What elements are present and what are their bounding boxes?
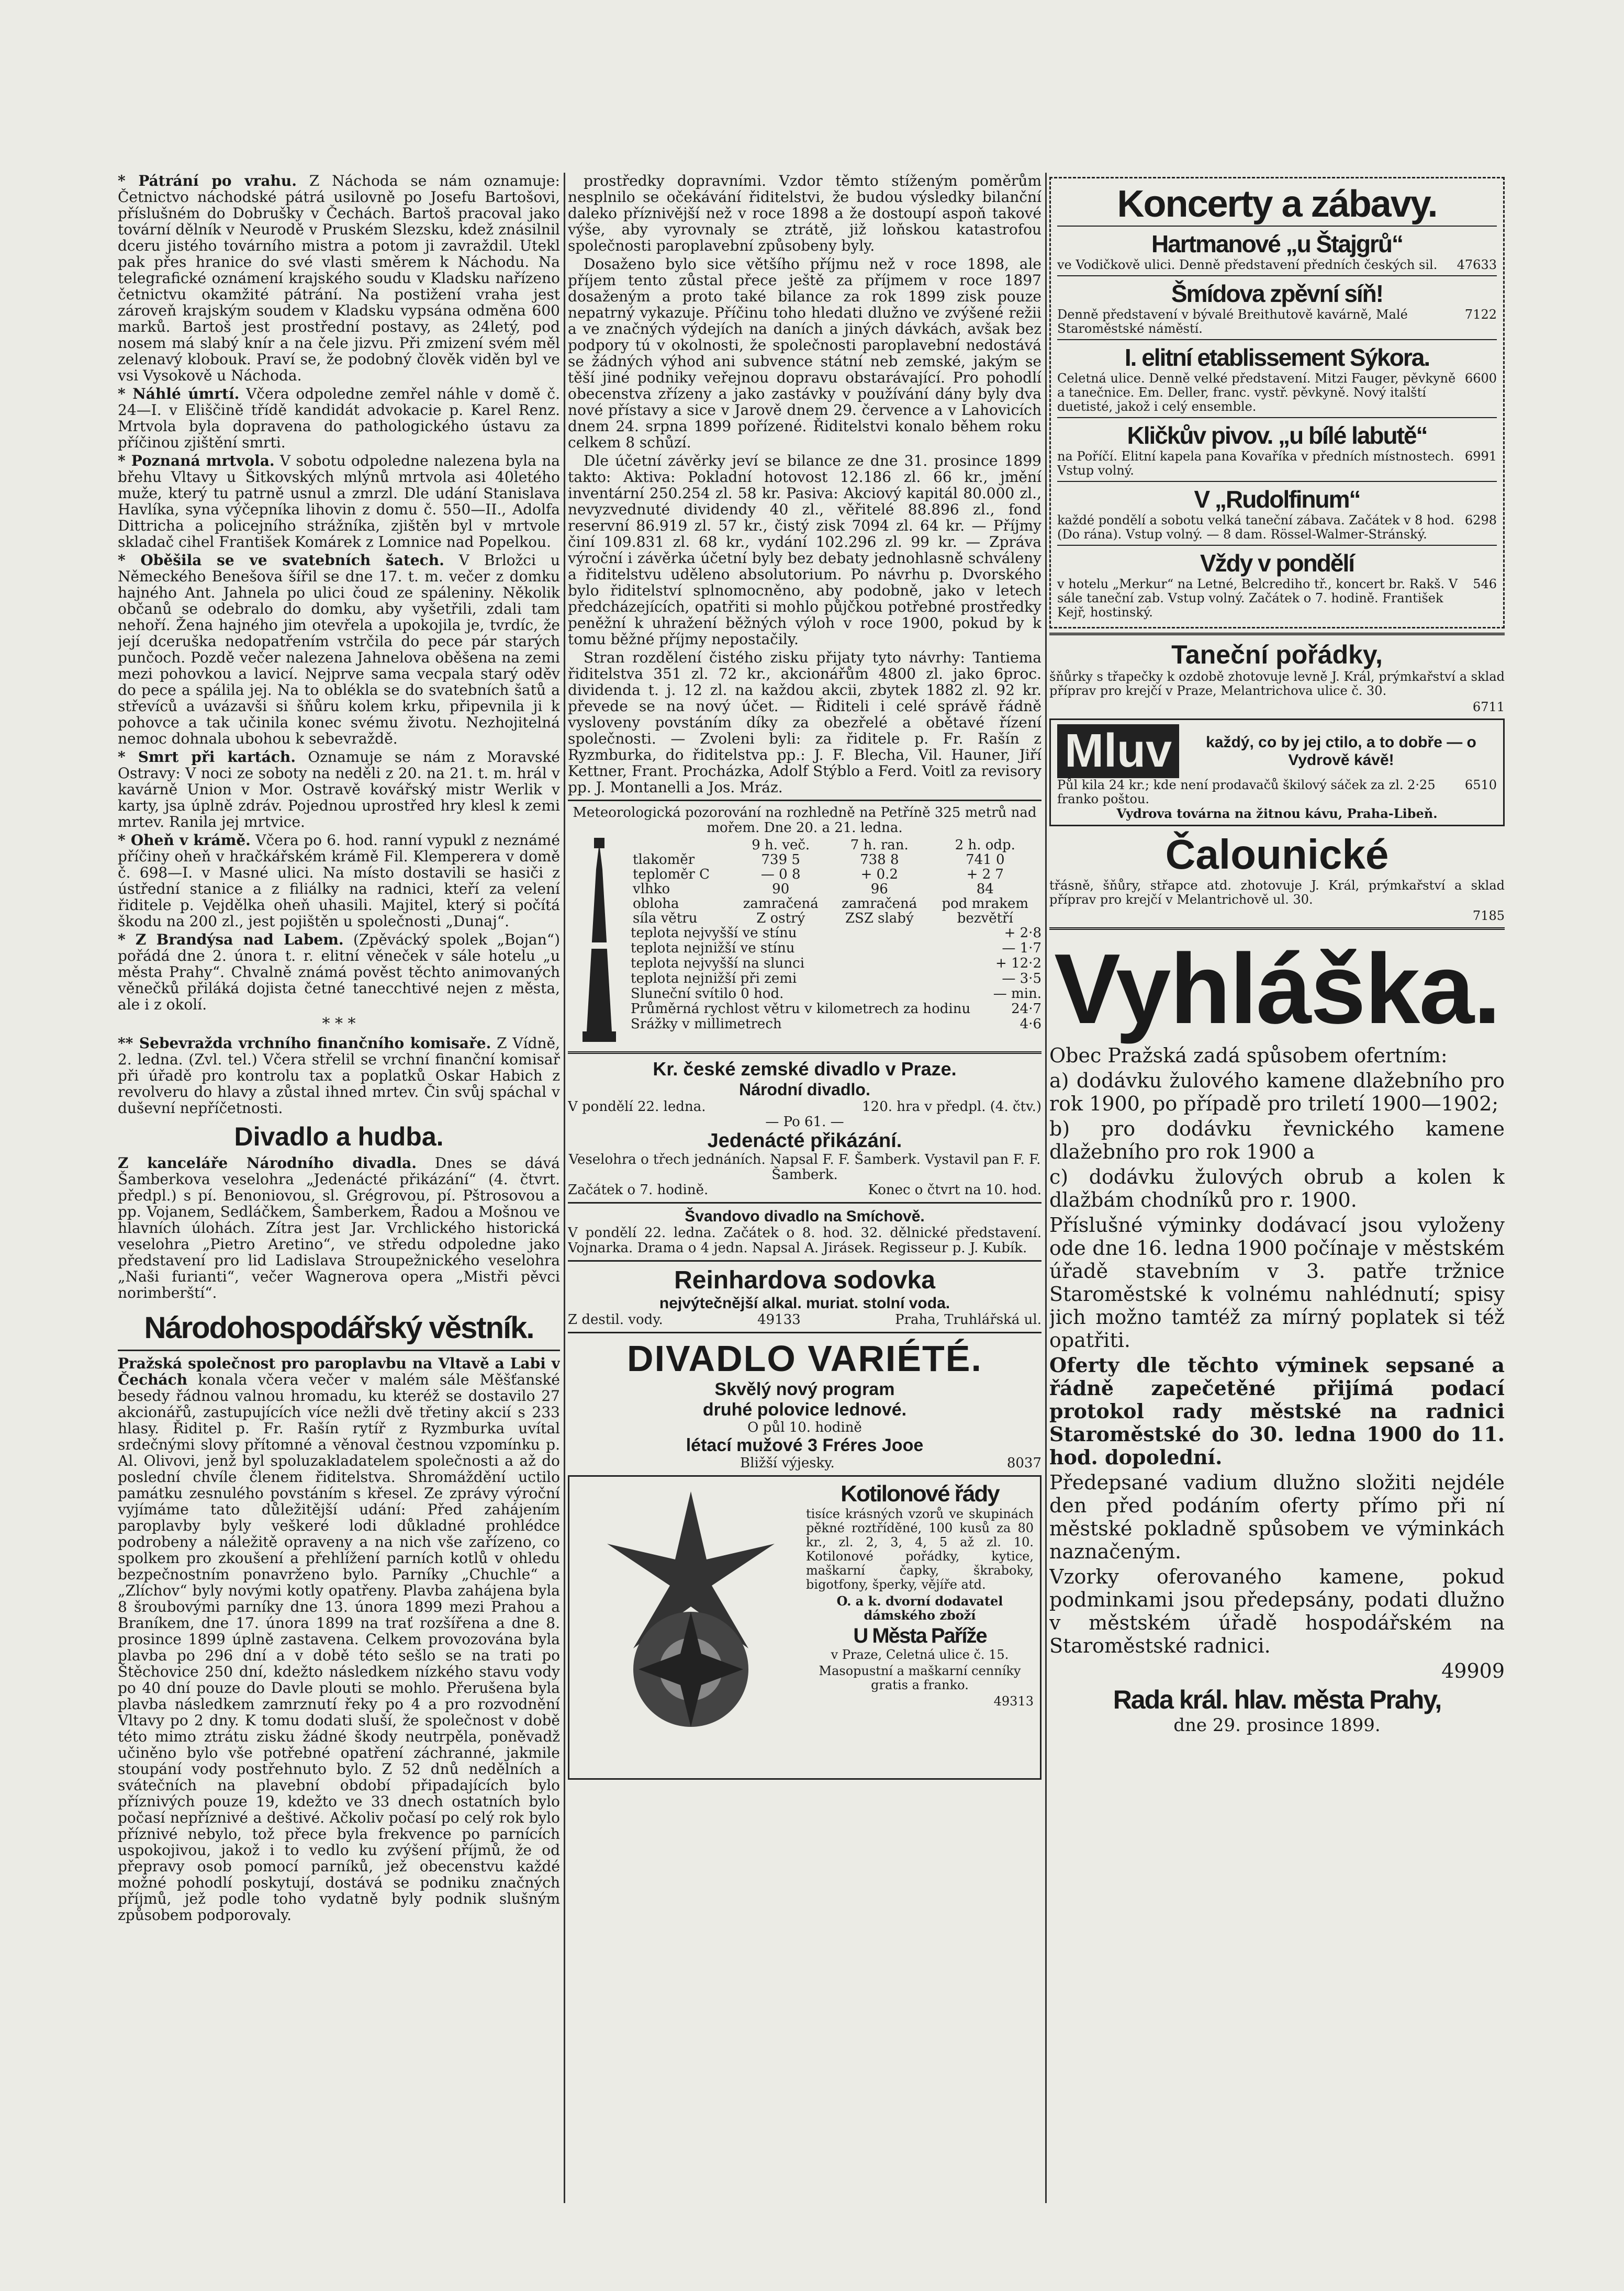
variete-num: 8037	[1006, 1455, 1041, 1471]
vyhlaska-intro: Obec Pražská zadá spůsobem ofertním:	[1049, 1044, 1448, 1067]
news-item	[118, 386, 560, 451]
koncerty-ads	[1057, 226, 1497, 623]
news-list	[118, 173, 560, 1013]
concert-ad-num: 546	[1473, 577, 1497, 591]
news-text: Včera odpoledne zemřel náhle v domě č. 24—I. v Eliščině třídě kandidát advokacie p. Karel Renz. Mrtvola byla dopravena do pathologického ústavu za příčinou zjištění smrti.	[118, 385, 560, 451]
kotilon-text: tisíce krásných vzorů ve skupinách pěkné roztříděné, 100 kusů za 80 kr., zl. 2, 3, 4, 5 až zl. 10. Kotilonové pořádky, kytice, maškarní čapky, škraboky, bigotfony, šperky, vějíře atd.	[806, 1507, 1034, 1592]
concert-ad-text: Denně představení v bývalé Breithutově kavárně, Malé Staroměstské náměstí.	[1057, 307, 1408, 336]
stars-divider: * * *	[322, 1015, 356, 1033]
kotilon-title: Kotilonové řády	[841, 1481, 999, 1507]
narod-continued	[568, 173, 1041, 795]
meteo-row	[631, 852, 1041, 867]
vyhlaska-b: b) pro dodávku řevnického kamene dlažebního pro rok 1900 a	[1049, 1117, 1505, 1163]
meteo-label: tlakoměr	[633, 852, 695, 868]
koncerty-box	[1049, 177, 1505, 628]
meteo-value: pod mrakem	[942, 896, 1029, 912]
meteo-block	[568, 805, 1041, 1047]
concert-ad-text: na Poříčí. Elitní kapela pana Kovaříka v předních místnostech. Vstup volný.	[1057, 449, 1454, 478]
divadlo-ad	[568, 1058, 1041, 1198]
meteo-value: ZSZ slabý	[845, 911, 914, 926]
news-text: Dnes se dává Šamberkova veselohra „Jedenácté přikázání“ (4. čtvrt. předpl.) s pí. Benoniovou, sl. Grégrovou, pí. Pštrosovou a pp. Vojanem, Sedláčkem, Šamberkem, Řadou a Mošnou ve hlavních úlohách. Zítra jest Jar. Vrchlického historická veselohra „Pietro Aretino“, ve středu odpoledne jako představení pro lid Ladislava Stroupežnického veselohra „Naši furianti“, večer Wagnerova opera „Mistři pěvci norimberští“.	[118, 1154, 560, 1301]
concert-ad-title: Vždy v pondělí	[1200, 549, 1354, 577]
concert-ad	[1057, 545, 1497, 623]
vyhlaska	[1049, 934, 1505, 1736]
sodovka-num: 49133	[757, 1312, 801, 1328]
meteo-extra-value: — 3·5	[1002, 971, 1041, 986]
narod-paragraph: prostředky dopravními. Vzdor těmto stíženým poměrům nesplnilo se očekávání řiditelstvi, že budou výsledky bilanční daleko příznivější než v roce 1898 a že dostoupí aspoň takové výše, aby vyrovnaly se ztrátě, již loňskou katastrofou společnosti paroplavební způsobeny byly.	[568, 173, 1041, 254]
column-rule-1	[564, 173, 565, 2203]
news-item	[118, 1155, 560, 1301]
vyhlaska-p1: Příslušné výminky dodávací jsou vyloženy ode dne 16. ledna 1900 počínaje v městském úřadě stavebním v 3. patře tržnice Staroměstské k volnému nahlédnutí; spisy jich možno tamtéž za mírný poplatek si též opatřiti.	[1049, 1214, 1505, 1352]
concert-ad-title: V „Rudolfinum“	[1194, 486, 1360, 513]
divider	[568, 1332, 1041, 1333]
mluv-foot: Vydrova továrna na žitnou kávu, Praha-Libeň.	[1116, 806, 1438, 821]
meteo-extra-row	[631, 971, 1041, 986]
news-text: V sobotu odpoledne nalezena byla na břehu Vltavy u Šitkovských mlýnů mrtvola asi 40letého muže, který tu patrně usnul a zmrzl. Dle udání Stanislava Havlíka, syna výčepníka lihovin z domu č. 550—II., Adolfa Dittricha a policejního strážníka, zjištěn byl v mrtvole skladač cihel František Komárek z Lomnice nad Popelkou.	[118, 452, 560, 551]
concert-ad-title: I. elitní etablissement Sýkora.	[1124, 344, 1430, 371]
meteo-extra-label: Sluneční svítilo 0 hod.	[631, 986, 784, 1002]
variete-l1: Skvělý nový program	[714, 1379, 895, 1399]
meteo-extra-row	[631, 956, 1041, 971]
tanecni-num: 6711	[1472, 700, 1505, 714]
vyhlaska-a: a) dodávku žulového kamene dlažebního pro rok 1900, po případě pro triletí 1900—1902;	[1049, 1069, 1505, 1115]
petrin-tower-icon	[568, 838, 631, 1047]
meteo-extra-row	[631, 986, 1041, 1002]
vyhlaska-date: dne 29. prosince 1899.	[1173, 1715, 1381, 1736]
news-item	[118, 453, 560, 550]
meteo-extra-label: teplota nejnižší ve stínu	[631, 940, 795, 956]
calounicke-num: 7185	[1472, 908, 1505, 923]
narod-text: konala včera večer v malém sále Měšťanské besedy řádnou valnou hromadu, ku kteréž se dostavilo 27 akcionářů, zastupujících více nežli dvě třetiny akcií s 233 hlasy. Řiditel p. Fr. Rašín rytíř z Ryzmburka uvítal srdečnými slovy přítomné a věnoval čestnou vzpomínku p. Al. Olivovi, jenž byl spoluzakladatelem společnosti a až do poslední chvíle členem řiditelstva. Shromáždění uctilo památku zesnulého povstáním s křesel. Ze zprávy výroční vyjímáme tato důležitější udání: Před zahájením paroplavby byly veškeré lodi důkladné prohlédce podrobeny a náležitě opraveny a na nich vše zařízeno, co spolkem pro zkoušení a přehlížení parních kotlů v ohledu bezpečnostním ponavrženo bylo. Parníky „Chuchle“ a „Zlíchov“ byly novými kotly opatřeny. Plavba zahájena byla 8 šroubovými parníky dne 13. února 1899 mezi Prahou a Braníkem, dne 17. února 1899 na trať rozšířena a dne 8. prosince 1899 úplně zastavena. Celkem provozována byla plavba po 296 dní a v době této sešlo se na trati po Štěchovice 250 dní, kdežto následkem nízkého stavu vody po 40 dní pouze do Davle plouti se mohlo. Přerušena byla plavba následkem zamrznutí řeky po 4 a pro rozvodnění Vltavy po 2 dny. K tomu dodati sluší, že společnost v době této mimo ztrátu zisku žádné škody neutrpěla, poněvadž učiněno bylo vše potřebné opatření záchranné, jakmile stoupání vody postřehnuto bylo. Z 52 dnů nedělních a svátečních na plavební období připadajících bylo příznivých pouze 19, kdežto ve 33 dnech ostatních bylo počasí nepříznivé a deštivé. Ačkoliv počasí po celý rok bylo příznivé nebylo, tož přece byla frekvence po parnících uspokojivou, jakož i to vedlo ku zvýšení příjmů, že od přepravy osob pomocí parníků, jež obecenstvu každé možné pohodlí poskytují, dostává se podniku značných příjmů, jež podle toho vydatně byly podnik slušným způsobem podporovaly.	[118, 1371, 560, 1924]
news-text: Oznamuje se nám z Moravské Ostravy: V noci ze soboty na neděli z 20. na 21. t. m. hrál v kavárně Union v Mor. Ostravě kovářský mistr Werlik v karty, jsa úplně zdráv. Pojednou uprostřed hry klesl k zemi mrtev. Ranila jej mrtvice.	[118, 748, 560, 830]
mluv-slogan: každý, co by jej ctilo, a to dobře — o Vydrově kávě!	[1206, 733, 1476, 769]
vyhlaska-p2: Oferty dle těchto výminek sepsané a řádně zapečetěné přijímá podací protokol rady městské na radnici Staroměstské do 30. ledna 1900 do 11. hod. dopolední.	[1049, 1353, 1505, 1469]
news-lead: * Smrt při kartách.	[118, 748, 296, 766]
tanecni-ad	[1049, 639, 1505, 714]
divadlo-desc: Veselohra o třech jednáních. Napsal F. F. Šamberk. Vystavil pan F. F. Šamberk.	[568, 1152, 1041, 1183]
meteo-value: 739 5	[761, 852, 800, 868]
news-text: Z Náchoda se nám oznamuje: Četnictvo náchodské pátrá usilovně po Josefu Bartošovi, příslušném do Dobrušky v Čechách. Bartoš pracoval jako tovární dělník v Neurodě v Pruském Slezsku, kdež znásilnil dceru jistého továrního mistra a potom ji zavraždil. Utekl pak přes hranice do své vlasti směrem k Náchodu. Na telegrafické oznámení krajského soudu v Kladsku nařízeno četnictvu okamžité pátrání. Na postižení vraha jest zároveň krajským soudem v Kladsku vypsána odměna 600 marků. Bartoš jest prostřední postavy, as 24letý, pod nosem má slabý knír a na čele jizvu. Při zmizení svém měl zelenavý klobouk. Praví se, že podobný člověk viděn byl ve vsi Vysokově u Náchoda.	[118, 173, 560, 384]
vyhlaska-p3: Předepsané vadium dlužno složiti nejdéle den před podáním oferty přímo při ní městské pokladně spůsobem ve výminkách naznačeným.	[1049, 1471, 1505, 1563]
meteo-extra-value: — 1·7	[1002, 940, 1041, 956]
meteo-extra-row	[631, 1002, 1041, 1017]
concert-ad	[1057, 339, 1497, 417]
variete-ad	[568, 1338, 1041, 1471]
news-item	[118, 173, 560, 384]
narod-paragraph: Stran rozdělení čistého zisku přijaty tyto návrhy: Tantiema řiditelstva 351 zl. 72 kr., akcionářům 4800 zl. jako 6proc. dividenda t. j. 12 zl. na každou akcii, zbytek 1882 zl. 92 kr. převede se na nový účet. — Řiditeli i celé správě řádně vysloveny povstáním díky za obezřelé a obětavé řízení společnosti. — Zvoleni byli: za řiditele p. Fr. Rašín z Ryzmburka, do řiditelstva pp.: J. F. Blecha, Vil. Hauner, Jiří Kettner, Frant. Procházka, Adolf Stýblo a Ferd. Voitl za revisory pp. J. Montanelli a Jos. Mráz.	[568, 649, 1041, 796]
concert-ad	[1057, 226, 1497, 275]
meteo-title: Meteorologická pozorování na rozhledně na Petříně 325 metrů nad mořem. Dne 20. a 21. ledna.	[573, 805, 1037, 836]
meteo-label: teploměr C	[633, 867, 710, 882]
meteo-extra-label: Průměrná rychlost větru v kilometrech za hodinu	[631, 1001, 971, 1017]
meteo-label: obloha	[633, 896, 679, 912]
meteo-extra-value: + 2·8	[1004, 925, 1041, 941]
meteo-value: Z ostrý	[756, 911, 805, 926]
concert-ad-text: každé pondělí a sobotu velká taneční zábava. Začátek v 8 hod. (Do rána). Vstup volný. — 8 dam. Rössel-Walmer-Stránský.	[1057, 513, 1454, 542]
divadlo-predpl: 120. hra v předpl. (4. čtv.)	[862, 1099, 1041, 1115]
concert-ad-title: Kličkův pivov. „u bílé labutě“	[1127, 422, 1427, 449]
concert-ad-text: v hotelu „Merkur“ na Letné, Belcrediho tř., koncert br. Rakš. V sále taneční zab. Vstup volný. Začátek o 7. hodině. František Kejř, hostinský.	[1057, 577, 1458, 620]
meteo-value: bezvětří	[957, 911, 1013, 926]
meteo-extra-label: teplota nejvyšší ve stínu	[631, 925, 797, 941]
meteo-extra-label: teplota nejnižší při zemi	[631, 971, 797, 986]
kotilon-num: 49313	[993, 1694, 1034, 1709]
vyhlaska-c: c) dodávku žulových obrub a kolen k dlažbám chodníků pro r. 1900.	[1049, 1165, 1505, 1211]
news-item	[118, 749, 560, 830]
svandovo-head: Švandovo divadlo na Smíchově.	[685, 1208, 925, 1225]
meteo-extra-value: — min.	[993, 986, 1041, 1002]
column-left	[118, 173, 560, 2214]
meteo-value: 741 0	[966, 852, 1005, 868]
column-middle	[568, 173, 1041, 2214]
concert-ad	[1057, 417, 1497, 481]
divider	[1049, 633, 1505, 635]
divadlo-ad-head: Kr. české zemské divadlo v Praze.	[653, 1058, 957, 1080]
meteo-value: 84	[976, 881, 994, 897]
concert-ad-title: Hartmanové „u Štajgrů“	[1151, 230, 1403, 257]
meteo-value: 96	[870, 881, 888, 897]
divadlo-date: V pondělí 22. ledna.	[568, 1099, 706, 1115]
vyhlaska-num: 49909	[1441, 1659, 1505, 1682]
column-rule-2	[1045, 173, 1047, 2203]
concert-ad-num: 6298	[1464, 513, 1497, 527]
divadlo-start: Začátek o 7. hodině.	[568, 1182, 709, 1198]
meteo-extra-label: Srážky v millimetrech	[631, 1016, 782, 1032]
variete-l5: Bližší výjesky.	[740, 1455, 835, 1471]
divadlo-end: Konec o čtvrt na 10. hod.	[868, 1182, 1041, 1198]
meteo-col-head: 2 h. odp.	[955, 837, 1015, 853]
meteo-col-head: 9 h. več.	[752, 837, 810, 853]
vyhlaska-p4: Vzorky oferovaného kamene, pokud podminkami jsou předepsány, podati dlužno v městském úřadě hospodářském na Staroměstské radnici.	[1049, 1565, 1505, 1657]
news-lead: * Z Brandýsa nad Labem.	[118, 931, 344, 948]
vyhlaska-title: Vyhláška.	[1054, 934, 1500, 1045]
meteo-label: síla větru	[633, 911, 698, 926]
mluv-ad	[1049, 718, 1505, 826]
kotilon-shop2: U Města Paříže	[853, 1624, 987, 1647]
meteo-row	[631, 911, 1041, 926]
svandovo-text: V pondělí 22. ledna. Začátek o 8. hod. 32. dělnické představení. Vojnarka. Drama o 4 jedn. Napsal A. Jirásek. Regisseur p. J. Kubík.	[568, 1225, 1041, 1256]
meteo-value: — 0 8	[760, 867, 801, 882]
divider	[568, 1260, 1041, 1262]
mluv-word: Mluv	[1057, 724, 1179, 778]
meteo-col-head: 7 h. ran.	[850, 837, 909, 853]
meteo-extra-row	[631, 1017, 1041, 1032]
narod-paragraph: Dle účetní závěrky jeví se bilance ze dne 31. prosince 1899 takto: Aktiva: Pokladní hotovost 12.186 zl. 66 kr., jmění inventární 250.254 zl. 58 kr. Pasiva: Akciový kapitál 80.000 zl., nevyzvednuté dividendy 40 zl., věřitelé 88.896 zl., fond reservní 86.919 zl. 57 kr., čistý zisk 7094 zl. 64 kr. — Příjmy činí 109.831 zl. 68 kr., vydání 102.296 zl. 99 kr. — Zpráva výroční i závěrka účetní byly bez debaty jednohlasně schváleny a řiditelstvu uděleno absolutorium. Po návrhu p. Dvorského bylo řiditelství splnomocněno, aby podobně, jako v letech předcházejících, opatřiti si mohlo půjčkou potřebné prostředky peněžní k uhražení běžných výloh v roce 1900, pokud by k tomu běžné příjmy nepostačily.	[568, 452, 1041, 648]
news-text: V Brložci u Německého Benešova šířil se dne 17. t. m. večer z domku hajného Ant. Jahnela po ulici čoud ze spáleniny. Několik občanů se odebralo do domku, aby vyšetřili, zdali tam nehoří. Žena hajného jim otevřela a upokojila je, tvrdíc, že její dceruška nedopatřením vstrčila do pece pár starých punčoch. Pozdě večer nalezena Jahnelova oběšena na zemi mezi pohovkou a lavicí. Nejprve sama vecpala starý oděv do pece a spálila jej. Na to oblékla se do svatebních šatů a střevíců a uvázavši si šňůru kolem krku, připevnila ji k pohovce a tak učinila konec svému životu. Nezhojitelná nemoc dohnala ubohou k sebevraždě.	[118, 552, 560, 747]
concert-ad-num: 7122	[1464, 307, 1497, 322]
news-lead: Z kanceláře Národního divadla.	[118, 1154, 417, 1172]
variete-l4: létací mužové 3 Fréres Jooe	[686, 1435, 924, 1455]
koncerty-title: Koncerty a zábavy.	[1117, 183, 1437, 225]
concert-ad-num: 6991	[1464, 449, 1497, 464]
narod-lead: Pražská společnost pro paroplavbu na Vltavě a Labi v Čechách	[118, 1355, 560, 1388]
news-lead: * Náhlé úmrtí.	[118, 385, 240, 402]
section-divadlo-heading: Divadlo a hudba.	[234, 1122, 444, 1151]
news-list-2	[118, 1035, 560, 1116]
column-right	[1049, 173, 1505, 2214]
divadlo-title: Jedenácté přikázání.	[707, 1130, 902, 1152]
meteo-table	[631, 838, 1041, 926]
divider	[568, 1202, 1041, 1204]
sodovka-title: Reinhardova sodovka	[674, 1266, 935, 1294]
news-item	[118, 931, 560, 1013]
news-text: Z Vídně, 2. ledna. (Zvl. tel.) Včera střelil se vrchní finanční komisař při úřadě pro kontrolu tax a poplatků Oskar Habich z revolveru do hlavy a zůstal ihned mrtev. Čin svůj spáchal v duševní nepříčetnosti.	[118, 1035, 560, 1117]
sodovka-addr: Praha, Truhlářská ul.	[895, 1312, 1041, 1328]
news-text: (Zpěvácký spolek „Bojan“) pořádá dne 2. února t. r. elitní věneček v sále hotelu „u města Prahy“. Chvalně známá pověst těchto animovaných věnečků přiláká dojista četné tanecchtivé nejen z města, ale i z okolí.	[118, 931, 560, 1013]
news-item	[118, 832, 560, 929]
tanecni-title: Taneční pořádky,	[1171, 640, 1383, 669]
news-lead: * Oběšila se ve svatebních šatech.	[118, 552, 444, 569]
concert-ad-num: 6600	[1464, 371, 1497, 386]
divider	[118, 1350, 560, 1351]
news-lead: * Pátrání po vrahu.	[118, 173, 297, 189]
meteo-value: + 0.2	[860, 867, 898, 882]
news-item	[118, 1035, 560, 1116]
meteo-value: zamračená	[842, 896, 917, 912]
kotilon-shop4: Masopustní a maškarní cenníky gratis a franko.	[819, 1664, 1021, 1692]
svandovo-ad	[568, 1208, 1041, 1256]
meteo-extra-value: + 12·2	[995, 956, 1041, 971]
meteo-value: + 2 7	[966, 867, 1004, 882]
meteo-extra-row	[631, 926, 1041, 941]
meteo-extra	[631, 926, 1041, 1032]
divadlo-ad-sub: Národní divadlo.	[739, 1080, 870, 1099]
divider	[1049, 927, 1505, 930]
medal-icon	[576, 1481, 806, 1774]
sodovka-left: Z destil. vody.	[568, 1312, 663, 1328]
sodovka-sub: nejvýtečnější alkal. muriat. stolní voda.	[659, 1295, 950, 1312]
concert-ad-title: Šmídova zpěvní síň!	[1171, 280, 1383, 307]
meteo-value: 738 8	[860, 852, 899, 868]
meteo-row	[631, 882, 1041, 896]
concert-ad-text: Celetná ulice. Denně velké představení. Mitzi Fauger, pěvkyně a tanečnice. Em. Deller, franc. vystř. pěvkyně. Nový italští duetisté, jakož i celý ensemble.	[1057, 371, 1456, 414]
calounicke-text: třásně, šňůry, střapce atd. zhotovuje J. Král, prýmkařství a sklad příprav pro krejčí v Melantrichově ul. 30.	[1049, 878, 1505, 907]
concert-ad-text: ve Vodičkově ulici. Denně představení předních českých sil.	[1057, 257, 1438, 272]
meteo-value: 90	[772, 881, 790, 897]
section-narod-heading: Národohospodářský věstník.	[144, 1311, 534, 1345]
divadlo-po: — Po 61. —	[765, 1114, 844, 1130]
concert-ad	[1057, 481, 1497, 545]
news-lead: * Oheň v krámě.	[118, 832, 251, 849]
news-lead: ** Sebevražda vrchního finančního komisaře.	[118, 1035, 491, 1052]
concert-ad-num: 47633	[1457, 257, 1497, 272]
meteo-extra-label: teplota nejvyšší na slunci	[631, 956, 805, 971]
sodovka-ad	[568, 1266, 1041, 1328]
news-item	[118, 552, 560, 747]
calounicke-ad	[1049, 830, 1505, 923]
divider	[568, 1051, 1041, 1054]
meteo-extra-value: 4·6	[1020, 1016, 1041, 1032]
meteo-label: vlhko	[633, 881, 670, 897]
variete-l3: O půl 10. hodině	[747, 1420, 862, 1435]
news-lead: * Poznaná mrtvola.	[118, 452, 275, 469]
meteo-extra-value: 24·7	[1011, 1001, 1041, 1017]
tanecni-text: šňůrky s třapečky k ozdobě zhotovuje levně J. Král, prýmkařství a sklad příprav pro krejčí v Praze, Melantrichova ulice č. 30.	[1049, 669, 1505, 698]
kotilon-ad	[568, 1475, 1041, 1780]
calounicke-title: Čalounické	[1165, 831, 1389, 878]
narod-paragraph: Dosaženo bylo sice většího příjmu než v roce 1898, ale příjem tento zůstal přece ještě za příjmem v roce 1897 dosaženým a proto také bilance za rok 1899 zisk pouze nepatrný vykazuje. Příčinu toho hledati dlužno ve zvýšené režii a ve značných výdejích na daních a jiných dávkách, avšak bez podpory tú v okolnosti, že společnosti paroplavební nedostává se žádných výhod ani subvence státní neb zemské, jakým se těší jiné podniky veřejnou dopravu obstarávající. Pro pohodlí obecenstva zřízeny a jako zastávky v používání dány byly dva nové přístavy a sice v Jarově dnem 29. července a v Lahovicích dnem 24. srpna 1899 pořízené. Řiditelstvi konalo během roku celkem 8 schůzí.	[568, 255, 1041, 451]
meteo-row	[631, 867, 1041, 882]
meteo-value: zamračená	[743, 896, 819, 912]
divadlo-list	[118, 1155, 560, 1301]
concert-ad	[1057, 275, 1497, 339]
kotilon-shop1: O. a k. dvorní dodavatel dámského zboží	[836, 1593, 1003, 1623]
variete-title: DIVADLO VARIÉTÉ.	[627, 1338, 982, 1379]
variete-l2: druhé polovice lednové.	[702, 1400, 907, 1420]
meteo-extra-row	[631, 941, 1041, 956]
divider	[568, 800, 1041, 801]
kotilon-shop3: v Praze, Celetná ulice č. 15.	[831, 1647, 1009, 1662]
vyhlaska-sign: Rada král. hlav. města Prahy,	[1113, 1685, 1441, 1714]
mluv-num: 6510	[1464, 778, 1497, 792]
mluv-text: Půl kila 24 kr.; kde není prodavačů škilový sáček za zl. 2·25 franko poštou.	[1057, 778, 1436, 806]
meteo-row	[631, 896, 1041, 911]
news-text: Včera po 6. hod. ranní vypukl z neznámé příčiny oheň v hračkářském krámě Fil. Klemperera v domě č. 698—I. v Masné ulici. Na místo dostavili se hasiči z ústřední stanice a z filiálky na radnici, kteří za velení řiditele p. Vejdělka oheň uhasili. Majitel, který si počítá škodu na 200 zl., jest pojištěn u společnosti „Dunaj“.	[118, 832, 560, 930]
